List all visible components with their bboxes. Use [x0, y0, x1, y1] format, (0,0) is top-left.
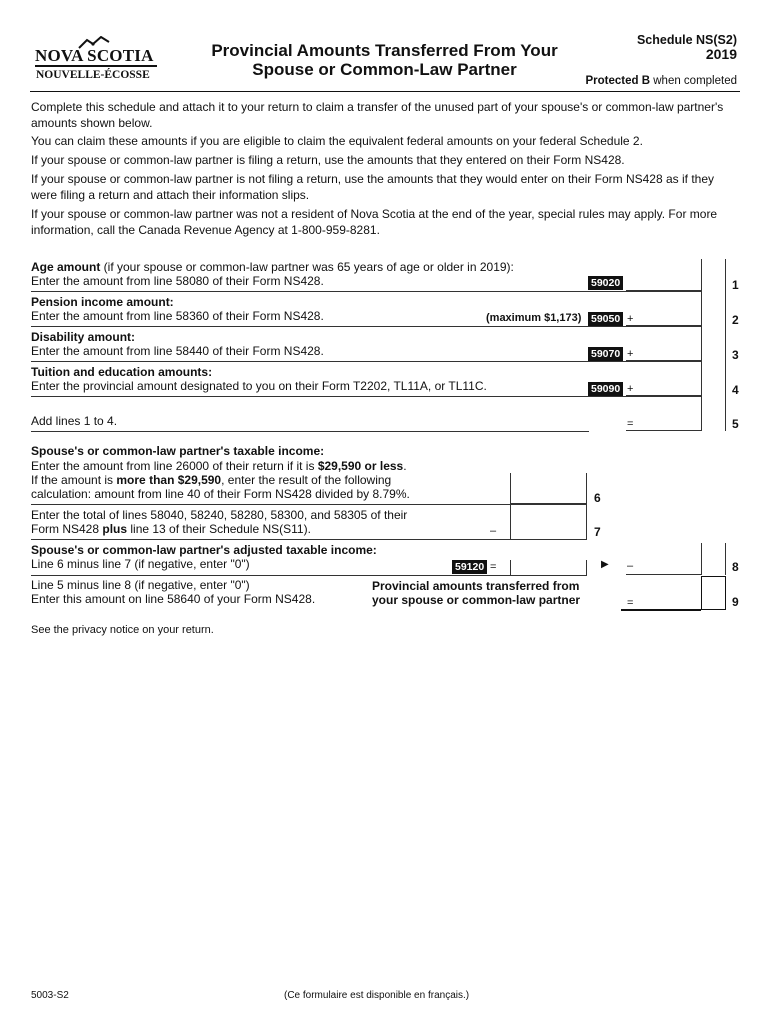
line-8-field-right [586, 560, 587, 575]
line-8-number: 8 [732, 560, 739, 574]
line-6-text-2c: , enter the result of the following [221, 473, 392, 487]
header-divider [30, 91, 740, 92]
line-1-amount-field[interactable] [626, 290, 701, 291]
line-7-rule [31, 539, 587, 540]
line-7-field-right [586, 505, 587, 539]
line-1-heading [31, 260, 514, 275]
line-4-number: 4 [732, 383, 739, 397]
line-9-amount-box[interactable] [701, 576, 726, 610]
line-7-text-2a: Form NS428 [31, 522, 103, 536]
line-9-instruction-1: Line 5 minus line 8 (if negative, enter "0") [31, 578, 250, 592]
logo-text-top: NOVA SCOTIA [35, 46, 154, 65]
line-7-text-2b: plus [102, 522, 128, 536]
line-4-amount-field[interactable] [626, 395, 701, 396]
line-9-amount-field[interactable] [621, 609, 701, 611]
line-7-text-2c: line 13 of their Schedule NS(S11). [127, 522, 311, 536]
line-6-text-2a: If the amount is [31, 473, 117, 487]
line-6-rule [31, 504, 587, 505]
line-2-rule [31, 326, 701, 327]
protected-level: Protected B [585, 75, 651, 87]
line-8-instruction: Line 6 minus line 7 (if negative, enter "0") [31, 557, 250, 571]
line-6-heading [31, 444, 324, 459]
line-6-instruction-3: calculation: amount from line 40 of their Form NS428 divided by 8.79%. [31, 487, 410, 501]
line-1-title: Age amount [31, 260, 101, 274]
line-3-code: 59070 [588, 347, 623, 361]
line-9-operator: = [627, 597, 634, 609]
form-title [172, 41, 597, 79]
line-6-field-left [510, 473, 511, 504]
form-id: 5003-S2 [31, 990, 69, 1001]
line-2-operator: + [627, 313, 634, 325]
protected-notice [586, 75, 738, 87]
line-3-amount-field[interactable] [626, 360, 701, 361]
line-1-number: 1 [732, 278, 739, 292]
line-3-title: Disability amount: [31, 330, 136, 344]
line-4-heading [31, 365, 212, 380]
line-7-number: 7 [594, 525, 601, 539]
line-6-text-2b: more than $29,590 [116, 473, 222, 487]
line-6-amount-field[interactable] [510, 503, 586, 504]
line-7-field-left [510, 505, 511, 539]
logo-divider [35, 65, 157, 67]
line-6-instruction-1 [31, 459, 407, 474]
intro-paragraph-2: You can claim these amounts if you are eligible to claim the equivalent federal amounts on your federal Schedule 2. [31, 134, 643, 148]
line-6-text-1b: $29,590 or less [317, 459, 404, 473]
line-1-code: 59020 [588, 276, 623, 290]
amount-column-left-border [701, 259, 702, 431]
line-2-instruction: Enter the amount from line 58360 of their Form NS428. [31, 309, 324, 323]
line-6-text-1c: . [403, 459, 407, 473]
line-3-operator: + [627, 348, 634, 360]
line-8-code: 59120 [452, 560, 487, 574]
line-7-instruction-2 [31, 522, 311, 537]
line-4-rule [31, 396, 701, 397]
line-7-operator: – [490, 525, 497, 537]
intro-paragraph-3: If your spouse or common-law partner is filing a return, use the amounts that they entered on their Form NS428. [31, 153, 625, 167]
line-2-number: 2 [732, 313, 739, 327]
intro-paragraph-1: Complete this schedule and attach it to your return to claim a transfer of the unused part of your spouse's or common-law partner's amounts shown below. [31, 100, 724, 130]
line-2-amount-field[interactable] [626, 325, 701, 326]
line-8-amount-left [701, 543, 702, 575]
protected-rest: when completed [650, 75, 737, 87]
line-8-field-left [510, 560, 511, 575]
line-4-instruction: Enter the provincial amount designated to you on their Form T2202, TL11A, or TL11C. [31, 379, 487, 393]
logo-text-bottom: NOUVELLE-ÉCOSSE [36, 69, 150, 81]
intro-paragraph-4: If your spouse or common-law partner is not filing a return, use the amounts that they would enter on their Form NS428 as if they were filing a return and attach their information slips. [31, 172, 715, 202]
line-6-instruction-2 [31, 473, 391, 488]
line-9-result-label-1: Provincial amounts transferred from [372, 579, 580, 593]
line-4-title: Tuition and education amounts: [31, 365, 213, 379]
schedule-name: Schedule NS(S2) [636, 33, 737, 47]
line-9-instruction-2: Enter this amount on line 58640 of your Form NS428. [31, 592, 316, 606]
line-9-result-label-2: your spouse or common-law partner [372, 593, 581, 607]
intro-paragraph-5: If your spouse or common-law partner was not a resident of Nova Scotia at the end of the year, special rules may apply. For more information, call the Canada Revenue Agency at 1-800-959-8281. [31, 207, 718, 237]
line-8-rule [31, 575, 587, 576]
line-5-number: 5 [732, 417, 739, 431]
line-3-heading [31, 330, 135, 345]
line-6-text-1a: Enter the amount from line 26000 of their return if it is [31, 459, 318, 473]
form-title-line1: Provincial Amounts Transferred From Your [211, 41, 558, 60]
line-7-instruction-1: Enter the total of lines 58040, 58240, 58280, 58300, and 58305 of their [31, 508, 408, 522]
line-2-heading [31, 295, 174, 310]
line-8-operator-2: – [627, 560, 634, 572]
line-2-maximum: (maximum $1,173) [486, 312, 582, 324]
privacy-notice: See the privacy notice on your return. [31, 624, 214, 636]
line-1-title-note: (if your spouse or common-law partner was 65 years of age or older in 2019): [100, 260, 514, 274]
amount-column-right-border [725, 259, 726, 431]
line-6-field-right [586, 473, 587, 504]
line-1-rule [31, 291, 701, 292]
line-8-title: Spouse's or common-law partner's adjusted taxable income: [31, 543, 377, 557]
line-3-number: 3 [732, 348, 739, 362]
line-8-heading [31, 543, 377, 558]
line-2-code: 59050 [588, 312, 623, 326]
form-title-line2: Spouse or Common-Law Partner [252, 60, 517, 79]
line-5-rule [31, 431, 589, 432]
line-6-number: 6 [594, 491, 601, 505]
line-8-amount-field[interactable] [626, 574, 701, 575]
line-6-title: Spouse's or common-law partner's taxable income: [31, 444, 325, 458]
line-8-amount-right [725, 543, 726, 575]
nova-scotia-logo [35, 38, 160, 86]
french-availability: (Ce formulaire est disponible en français.) [284, 990, 470, 1001]
schedule-year: 2019 [705, 46, 737, 62]
line-8-arrow-icon: ▶ [601, 559, 609, 570]
line-9-number: 9 [732, 595, 739, 609]
line-4-operator: + [627, 383, 634, 395]
line-3-instruction: Enter the amount from line 58440 of their Form NS428. [31, 344, 324, 358]
line-5-operator: = [627, 418, 634, 430]
line-3-rule [31, 361, 701, 362]
line-2-title: Pension income amount: [31, 295, 174, 309]
line-1-instruction: Enter the amount from line 58080 of their Form NS428. [31, 274, 324, 288]
line-4-code: 59090 [588, 382, 623, 396]
line-5-amount-field[interactable] [626, 430, 701, 431]
line-5-instruction: Add lines 1 to 4. [31, 414, 118, 428]
line-8-operator: = [490, 561, 497, 573]
